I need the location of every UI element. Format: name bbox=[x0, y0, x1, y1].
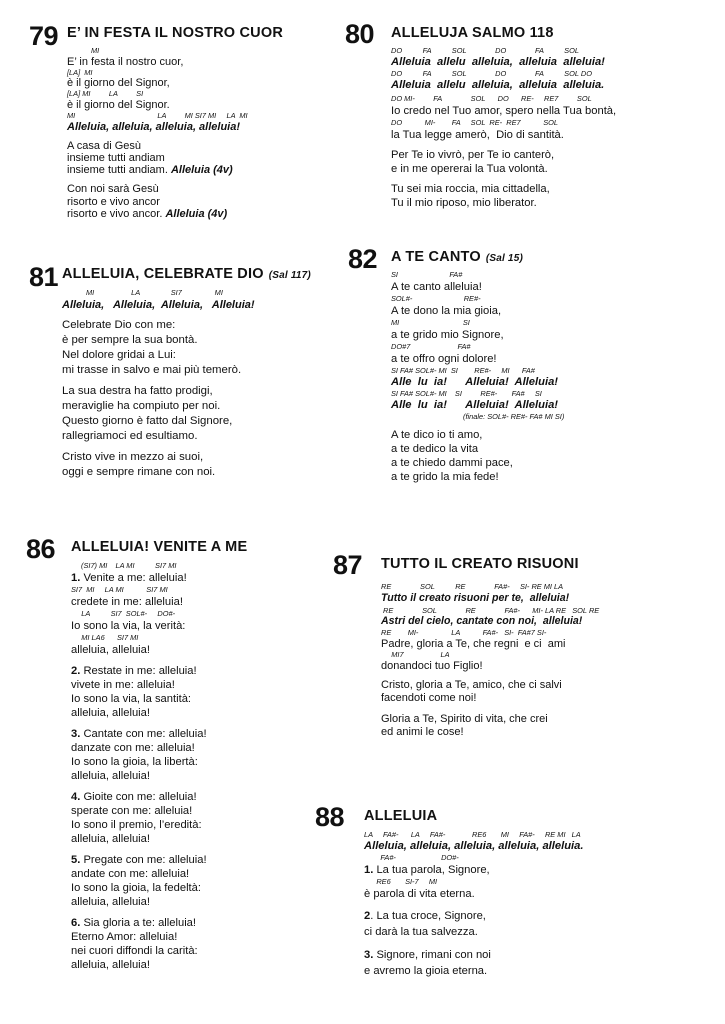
psalm-reference: (Sal 117) bbox=[268, 270, 311, 281]
verse-number: 3. bbox=[364, 949, 374, 961]
song-title: ALLELUIA bbox=[364, 808, 438, 824]
lyric-line: credete in me: alleluia! bbox=[71, 596, 183, 608]
verse-number: 2. bbox=[71, 665, 81, 677]
chord-line: MI LA SI7 MI bbox=[86, 288, 223, 297]
lyric-line bbox=[71, 790, 207, 804]
lyric-text: Cantate con me: alleluia! bbox=[80, 728, 207, 740]
lyric-line: Per Te io vivrò, per Te io canterò, bbox=[391, 149, 555, 161]
lyric-text: Sia gloria a te: alleluia! bbox=[80, 917, 197, 929]
chord-line: MI LA MI SI7 MI LA MI bbox=[67, 111, 248, 121]
verse-number: 1. bbox=[364, 864, 374, 876]
lyric-line: Io sono il premio, l’eredità: bbox=[71, 819, 202, 831]
lyric-line: facendoti come noi! bbox=[381, 692, 477, 705]
lyric-line: mi trasse in salvo e mai più temerò. bbox=[62, 363, 242, 376]
lyric-text: . La tua croce, Signore, bbox=[370, 910, 486, 922]
lyric-text: Pregate con me: alleluia! bbox=[80, 854, 207, 866]
lyric-line: Io sono la via, la verità: bbox=[71, 620, 186, 632]
lyric-line: A te dico io ti amo, bbox=[391, 429, 483, 441]
lyric-line: alleluia, alleluia! bbox=[71, 833, 150, 845]
chord-line: SI7 MI LA MI SI7 MI bbox=[71, 585, 168, 594]
refrain-line: Alleluia allelu alleluia, alleluia alleluia! bbox=[391, 56, 605, 68]
lyric-line: la Tua legge amerò, Dio di santità. bbox=[391, 129, 564, 141]
lyric-line: Celebrate Dio con me: bbox=[62, 318, 176, 331]
lyric-text: Restate in me: alleluia! bbox=[80, 665, 197, 677]
lyric-line: a te dedico la vita bbox=[391, 443, 479, 455]
song-number: 82 bbox=[348, 244, 378, 274]
chord-line: DO#7 FA# bbox=[391, 342, 471, 351]
refrain-line: Alle lu ia! Alleluia! Alleluia! bbox=[391, 376, 559, 388]
lyric-line: alleluia, alleluia! bbox=[71, 896, 150, 908]
song-number: 81 bbox=[29, 262, 59, 292]
lyric-line bbox=[364, 908, 584, 924]
song-number: 80 bbox=[345, 19, 375, 49]
chord-line: (SI7) MI LA MI SI7 MI bbox=[81, 561, 177, 570]
lyric-line bbox=[71, 727, 207, 741]
lyric-line: alleluia, alleluia! bbox=[71, 959, 150, 971]
lyric-line: è il giorno del Signor, bbox=[67, 77, 170, 90]
psalm-reference: (Sal 15) bbox=[485, 253, 523, 264]
refrain-line: Alleluia, alleluia, alleluia, alleluia, alleluia. bbox=[364, 840, 584, 852]
song-body bbox=[391, 46, 616, 210]
chord-line: RE SOL RE FA#- SI- RE MI LA bbox=[381, 582, 564, 591]
song-body bbox=[391, 270, 564, 484]
song-number: 79 bbox=[29, 21, 59, 51]
lyric-line: Tu il mio riposo, mio liberator. bbox=[391, 197, 537, 209]
lyric-line bbox=[71, 664, 207, 678]
lyric-line: è il giorno del Signor. bbox=[67, 98, 170, 111]
song-body bbox=[67, 46, 248, 220]
verse-number: 2 bbox=[364, 910, 371, 922]
lyric-line: A te dono la mia gioia, bbox=[391, 305, 502, 317]
chord-line: DO FA SOL DO FA SOL bbox=[391, 46, 579, 55]
song-title-text: A TE CANTO bbox=[391, 249, 481, 265]
song-title: ALLELUJA SALMO 118 bbox=[391, 25, 554, 41]
lyric-line: donandoci tuo Figlio! bbox=[381, 659, 483, 672]
song-title: TUTTO IL CREATO RISUONI bbox=[381, 556, 579, 572]
chord-line: LA SI7 SOL#- DO#- bbox=[71, 609, 176, 618]
lyric-line: vivete in me: alleluia! bbox=[71, 679, 175, 691]
lyric-line: alleluia, alleluia! bbox=[71, 707, 150, 719]
chord-line: [LA] MI bbox=[67, 67, 93, 77]
song-body bbox=[364, 830, 584, 979]
lyric-line: Cristo, gloria a Te, amico, che ci salvi bbox=[381, 678, 562, 691]
refrain-line: Alleluia, alleluia, alleluia, alleluia! bbox=[67, 120, 241, 133]
lyric-text: Signore, rimani con noi bbox=[373, 949, 491, 961]
lyric-line: alleluia, alleluia! bbox=[71, 770, 150, 782]
chord-line: MI7 LA bbox=[381, 650, 450, 660]
lyric-text: Gioite con me: alleluia! bbox=[80, 791, 197, 803]
lyric-line: danzate con me: alleluia! bbox=[71, 742, 195, 754]
song-number: 86 bbox=[26, 534, 56, 564]
lyric-line: E’ in festa il nostro cuor, bbox=[67, 55, 184, 68]
verse-number: 3. bbox=[71, 728, 81, 740]
lyric-line bbox=[71, 916, 207, 930]
chord-line: DO MI- FA SOL DO RE- RE7 SOL bbox=[391, 94, 592, 103]
refrain-line: Alleluia, Alleluia, Alleluia, Alleluia! bbox=[62, 298, 255, 311]
chord-line: LA FA#- LA FA#- RE6 MI FA#- RE MI LA bbox=[364, 830, 581, 839]
song-title: E’ IN FESTA IL NOSTRO CUOR bbox=[67, 25, 284, 41]
chord-line: RE SOL RE FA#- MI- LA RE SOL RE bbox=[381, 605, 600, 615]
lyric-line: Io sono la via, la santità: bbox=[71, 693, 192, 705]
chord-line: FA#- DO#- bbox=[364, 853, 459, 862]
lyric-line: risorto e vivo ancor bbox=[67, 195, 160, 208]
chord-line: RE6 SI-7 MI bbox=[364, 877, 438, 886]
verse-number: 4. bbox=[71, 791, 81, 803]
lyric-line: La sua destra ha fatto prodigi, bbox=[62, 384, 213, 397]
chord-line: MI bbox=[91, 46, 100, 55]
lyric-line: Io sono la gioia, la libertà: bbox=[71, 756, 198, 768]
song-number: 88 bbox=[315, 802, 345, 832]
lyric-line: e in me opererai la Tua volontà. bbox=[391, 163, 548, 175]
lyric-line: Cristo vive in mezzo ai suoi, bbox=[62, 450, 204, 463]
lyric-line: Padre, gloria a Te, che regni e ci ami bbox=[381, 637, 566, 650]
refrain-line: Alle lu ia! Alleluia! Alleluia! bbox=[391, 399, 559, 411]
song-body bbox=[71, 561, 207, 972]
lyric-line: a te offro ogni dolore! bbox=[391, 353, 497, 365]
chord-line: MI SI bbox=[391, 318, 470, 327]
lyric-line: a te chiedo dammi pace, bbox=[391, 457, 513, 469]
chord-line: DO MI- FA SOL RE- RE7 SOL bbox=[391, 118, 559, 127]
lyric-line bbox=[71, 571, 207, 585]
lyric-line: A casa di Gesù bbox=[67, 139, 141, 152]
lyric-line: Con noi sarà Gesù bbox=[67, 183, 159, 196]
lyric-line bbox=[67, 208, 248, 220]
lyric-text: insieme tutti andiam. bbox=[67, 164, 171, 177]
song-body bbox=[381, 582, 599, 740]
chord-line: [LA] MI LA SI bbox=[67, 89, 144, 99]
lyric-line: Io credo nel Tuo amor, spero nella Tua bontà, bbox=[391, 105, 617, 117]
lyric-line: Nel dolore gridai a Lui: bbox=[62, 348, 176, 361]
lyric-line: a te grido la mia fede! bbox=[391, 471, 499, 483]
chord-line: MI LA6 SI7 MI bbox=[71, 633, 139, 642]
finale-chords: (finale: SOL#- RE#- FA# MI SI) bbox=[463, 412, 565, 421]
chord-line: SI FA# bbox=[391, 270, 463, 279]
refrain-line: Astri del cielo, cantate con noi, alleluia! bbox=[381, 615, 583, 628]
lyric-text: La tua parola, Signore, bbox=[373, 864, 490, 876]
chord-line: SI FA# SOL#- MI SI RE#- FA# SI bbox=[391, 389, 542, 398]
lyric-line: rallegriamoci ed esultiamo. bbox=[62, 429, 198, 442]
verse-number: 5. bbox=[71, 854, 81, 866]
song-title-text: ALLELUIA, CELEBRATE DIO bbox=[62, 266, 264, 282]
lyric-line: alleluia, alleluia! bbox=[71, 644, 150, 656]
chord-line: SOL#- RE#- bbox=[391, 294, 481, 303]
lyric-line: andate con me: alleluia! bbox=[71, 868, 190, 880]
refrain-line: Alleluia allelu alleluia, alleluia alleluia. bbox=[391, 79, 605, 91]
verse-number: 1. bbox=[71, 572, 81, 584]
lyric-text: Venite a me: alleluia! bbox=[80, 572, 187, 584]
lyric-line: ci darà la tua salvezza. bbox=[364, 926, 478, 938]
lyric-line: sperate con me: alleluia! bbox=[71, 805, 193, 817]
chord-line: RE MI- LA FA#- SI- FA#7 SI- bbox=[381, 628, 547, 638]
lyric-line bbox=[364, 947, 584, 963]
chord-line: SI FA# SOL#- MI SI RE#- MI FA# bbox=[391, 366, 535, 375]
lyric-line: Tu sei mia roccia, mia cittadella, bbox=[391, 183, 550, 195]
repeat-note: Alleluia (4v) bbox=[170, 164, 233, 177]
song-body bbox=[62, 288, 255, 480]
lyric-line: insieme tutti andiam bbox=[67, 152, 165, 165]
lyric-line bbox=[364, 863, 584, 877]
lyric-line: è per sempre la sua bontà. bbox=[62, 333, 198, 346]
lyric-line: nei cuori diffondi la carità: bbox=[71, 945, 198, 957]
lyric-line: è parola di vita eterna. bbox=[364, 888, 475, 900]
lyric-line bbox=[71, 853, 207, 867]
song-title: ALLELUIA! VENITE A ME bbox=[71, 539, 248, 555]
lyric-line bbox=[67, 164, 248, 176]
lyric-line: oggi e sempre rimane con noi. bbox=[62, 465, 216, 478]
lyric-line: ed animi le cose! bbox=[381, 726, 464, 739]
lyric-text: risorto e vivo ancor. bbox=[67, 207, 166, 220]
lyric-line: Io sono la gioia, la fedeltà: bbox=[71, 882, 201, 894]
lyric-line: e avremo la gioia eterna. bbox=[364, 965, 488, 977]
song-title bbox=[62, 266, 311, 284]
lyric-line: A te canto alleluia! bbox=[391, 281, 482, 293]
refrain-line: Tutto il creato risuoni per te, alleluia! bbox=[381, 591, 570, 604]
verse-number: 6. bbox=[71, 917, 81, 929]
lyric-line: Eterno Amor: alleluia! bbox=[71, 931, 178, 943]
song-title bbox=[391, 249, 523, 267]
lyric-line: Questo giorno è fatto dal Signore, bbox=[62, 414, 233, 427]
lyric-line: a te grido mio Signore, bbox=[391, 329, 504, 341]
chord-line: DO FA SOL DO FA SOL DO bbox=[391, 69, 592, 78]
lyric-line: meraviglie ha compiuto per noi. bbox=[62, 399, 221, 412]
lyric-line: Gloria a Te, Spirito di vita, che crei bbox=[381, 712, 548, 725]
repeat-note: Alleluia (4v) bbox=[165, 207, 228, 220]
song-number: 87 bbox=[333, 550, 363, 580]
